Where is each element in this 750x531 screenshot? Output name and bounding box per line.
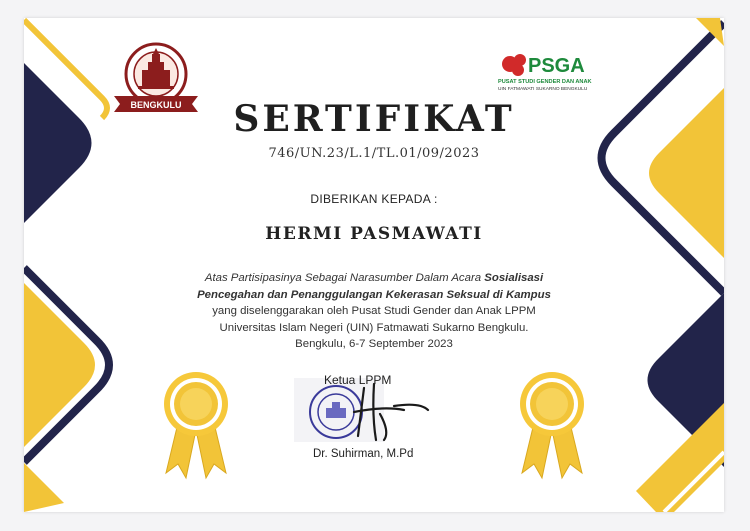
certificate-number: 746/UN.23/L.1/TL.01/09/2023	[268, 146, 480, 161]
logo-ribbon-text: BENGKULU	[130, 100, 182, 110]
certificate	[24, 18, 724, 512]
description-line-1-bold: Sosialisasi	[484, 272, 544, 284]
recipient-name: HERMI PASMAWATI	[265, 224, 483, 244]
description-line-3: yang diselenggarakan oleh Pusat Studi Gender dan Anak LPPM	[212, 305, 536, 317]
given-to-label: DIBERIKAN KEPADA :	[310, 192, 438, 206]
signatory-role: Ketua LPPM	[324, 373, 392, 387]
description-line-2-bold: Pencegahan dan Penanggulangan Kekerasan Seksual di Kampus	[197, 288, 551, 301]
description-line-5: Bengkulu, 6-7 September 2023	[295, 338, 453, 350]
signatory-name: Dr. Suhirman, M.Pd	[313, 448, 414, 460]
certificate-description	[144, 270, 604, 353]
psga-logo-subtext: PUSAT STUDI GENDER DAN ANAK	[498, 79, 592, 85]
certificate-text	[24, 18, 724, 512]
certificate-title: SERTIFIKAT	[233, 98, 515, 140]
description-line-1-prefix: Atas Partisipasinya Sebagai Narasumber Dalam Acara	[204, 272, 485, 284]
psga-logo-text: PSGA	[528, 55, 585, 77]
psga-logo-subtext-2: UIN FATMAWATI SUKARNO BENGKULU	[498, 87, 588, 92]
description-line-4: Universitas Islam Negeri (UIN) Fatmawati Sukarno Bengkulu.	[219, 321, 529, 334]
